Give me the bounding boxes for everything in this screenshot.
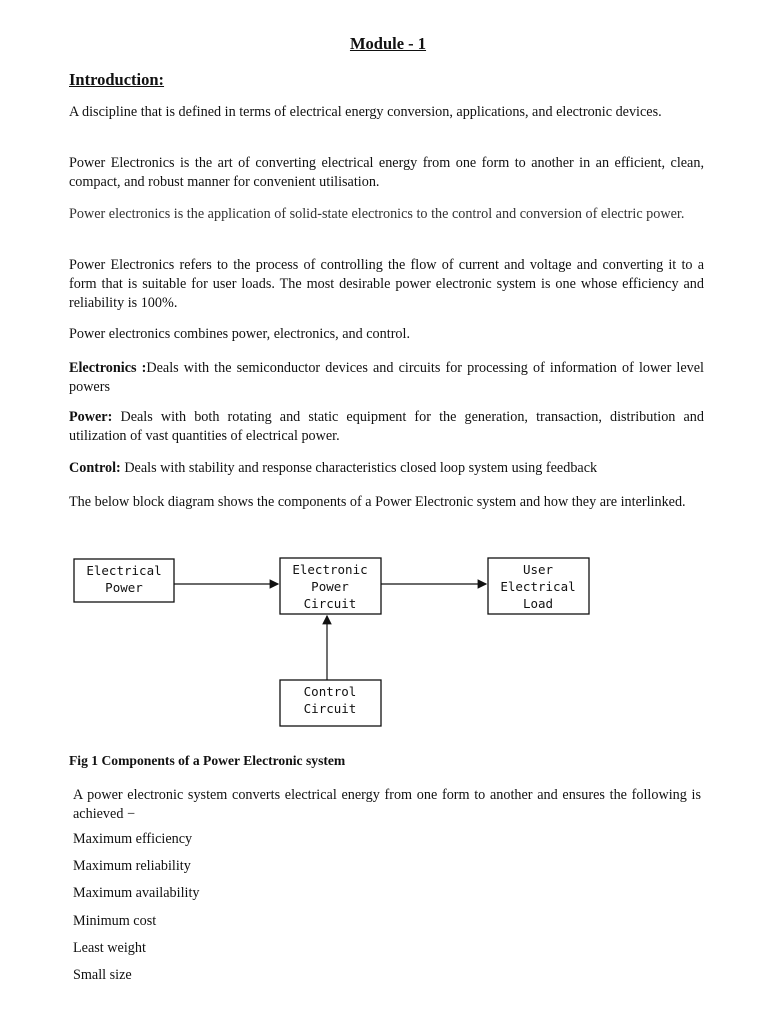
figure-caption: Fig 1 Components of a Power Electronic system — [69, 753, 346, 768]
paragraph-control — [69, 459, 704, 478]
control-label: Control: — [69, 460, 121, 476]
electronic-power-circuit-line-2: Power — [311, 579, 349, 594]
paragraph-system-intro: A power electronic system converts electrical energy from one form to another and ensures the following is achieved − — [73, 787, 701, 822]
list-item: Maximum reliability — [73, 858, 191, 875]
paragraph-process: Power Electronics refers to the process of controlling the flow of current and voltage and converting it to a form that is suitable for user loads. The most desirable power electronic system is one whose efficiency and reliability is 100%. — [69, 257, 704, 311]
list-item: Maximum availability — [73, 885, 200, 902]
paragraph-combines: Power electronics combines power, electronics, and control. — [69, 326, 410, 342]
electronic-power-circuit-line-1: Electronic — [292, 562, 368, 577]
user-electrical-load-line-3: Load — [522, 596, 554, 611]
paragraph-art: Power Electronics is the art of converting electrical energy from one form to another in an efficient, clean, compact, and robust manner for convenient utilisation. — [69, 155, 704, 190]
control-circuit-line-2: Circuit — [303, 701, 357, 716]
paragraph-power — [69, 408, 704, 446]
electronics-text: Deals with the semiconductor devices and circuits for processing of information of lower level powers — [69, 360, 704, 395]
electrical-power-line-2: Power — [105, 580, 143, 595]
list-item: Maximum efficiency — [73, 831, 193, 847]
introduction-heading: Introduction: — [69, 70, 165, 89]
achievements-list — [73, 830, 199, 993]
electrical-power-line-1: Electrical — [86, 563, 162, 578]
electronics-label: Electronics : — [69, 360, 147, 376]
power-text: Deals with both rotating and static equipment for the generation, transaction, distribution and utilization of vast quantities of electrical power. — [69, 409, 704, 444]
list-item: Minimum cost — [73, 912, 157, 929]
power-label: Power: — [69, 409, 113, 425]
control-text: Deals with stability and response characteristics closed loop system using feedback — [120, 460, 598, 476]
module-title: Module - 1 — [349, 34, 427, 53]
user-electrical-load-line-2: Electrical — [500, 579, 576, 594]
paragraph-application: Power electronics is the application of solid-state electronics to the control and conversion of electric power. — [69, 206, 685, 222]
paragraph-definition: A discipline that is defined in terms of electrical energy conversion, applications, and electronic devices. — [69, 104, 662, 120]
paragraph-electronics — [69, 359, 704, 397]
list-item: Small size — [73, 966, 132, 983]
user-electrical-load-line-1: User — [522, 562, 554, 577]
block-diagram — [0, 545, 768, 745]
list-item: Least weight — [73, 939, 146, 956]
electronic-power-circuit-line-3: Circuit — [303, 596, 357, 611]
paragraph-block-intro: The below block diagram shows the components of a Power Electronic system and how they are interlinked. — [69, 494, 686, 510]
control-circuit-line-1: Control — [303, 684, 357, 699]
